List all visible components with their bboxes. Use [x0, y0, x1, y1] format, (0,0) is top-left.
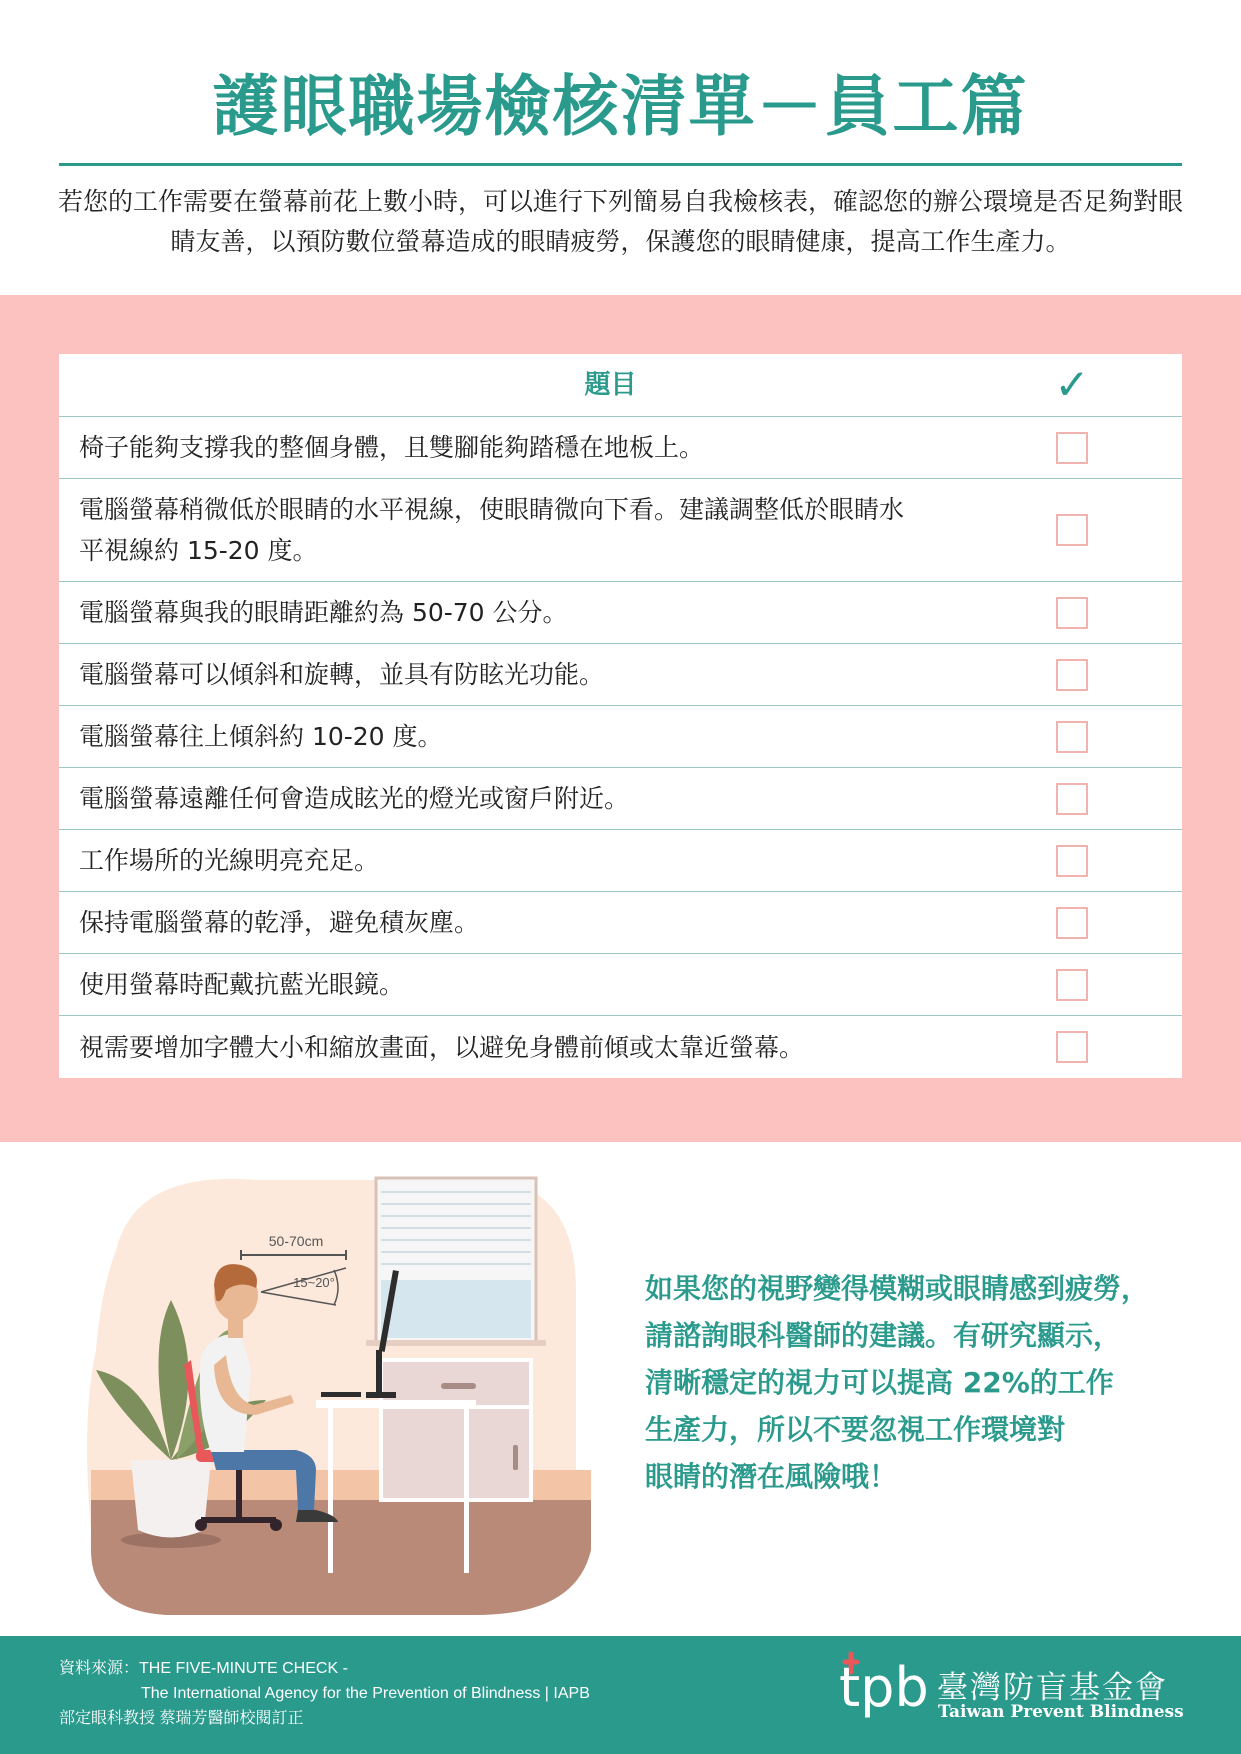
page-title: 護眼職場檢核清單－員工篇 — [212, 68, 1029, 145]
checklist-table — [59, 354, 1182, 1078]
checklist-item-text: 電腦螢幕往上傾斜約 10-20 度。 — [79, 722, 443, 751]
checklist-header-row — [59, 354, 1182, 417]
checklist-checkbox[interactable] — [1056, 845, 1088, 877]
checklist-row — [59, 892, 1182, 954]
checklist-checkbox[interactable] — [1056, 721, 1088, 753]
checklist-checkbox[interactable] — [1056, 1031, 1088, 1063]
checklist-item-text: 椅子能夠支撐我的整個身體，且雙腳能夠踏穩在地板上。 — [79, 433, 705, 462]
checklist-row — [59, 417, 1182, 479]
logo-english-name: Taiwan Prevent Blindness — [938, 1702, 1184, 1722]
advice-line: 請諮詢眼科醫師的建議。有研究顯示， — [645, 1319, 1122, 1352]
checklist-row — [59, 479, 1182, 582]
checklist-checkbox[interactable] — [1056, 514, 1088, 546]
title-divider — [59, 163, 1182, 166]
checklist-item-text: 電腦螢幕遠離任何會造成眩光的燈光或窗戶附近。 — [79, 784, 630, 813]
distance-label: 50-70cm — [268, 1233, 324, 1249]
footer — [0, 1636, 1241, 1754]
angle-label: 15~20° — [293, 1275, 335, 1290]
check-mark-icon: ✓ — [1054, 360, 1090, 409]
checklist-row — [59, 954, 1182, 1016]
checklist-item-text: 視需要增加字體大小和縮放畫面，以避免身體前傾或太靠近螢幕。 — [79, 1032, 805, 1062]
advice-line: 生產力，所以不要忽視工作環境對 — [645, 1413, 1066, 1446]
checklist-checkbox[interactable] — [1056, 659, 1088, 691]
source-citation — [59, 1656, 590, 1731]
checklist-checkbox[interactable] — [1056, 597, 1088, 629]
checklist-item-text: 電腦螢幕稍微低於眼睛的水平視線，使眼睛微向下看。建議調整低於眼睛水平視線約 15-20 度。 — [79, 495, 905, 565]
checklist-row — [59, 644, 1182, 706]
checklist-checkbox[interactable] — [1056, 969, 1088, 1001]
workstation-illustration — [76, 1170, 606, 1620]
checklist-item-text: 電腦螢幕與我的眼睛距離約為 50-70 公分。 — [79, 598, 568, 627]
checklist-item-text: 工作場所的光線明亮充足。 — [79, 846, 380, 875]
checklist-item-text: 保持電腦螢幕的乾淨，避免積灰塵。 — [79, 908, 480, 937]
checklist-row — [59, 830, 1182, 892]
advice-line: 清晰穩定的視力可以提高 22%的工作 — [645, 1366, 1114, 1399]
column-header-item: 題目 — [584, 369, 637, 400]
intro-paragraph: 若您的工作需要在螢幕前花上數小時，可以進行下列簡易自我檢核表，確認您的辦公環境是否足夠對眼睛友善，以預防數位螢幕造成的眼睛疲勞，保護您的眼睛健康，提高工作生產力。 — [57, 187, 1183, 256]
checklist-checkbox[interactable] — [1056, 907, 1088, 939]
source-line-1: 資料來源：THE FIVE-MINUTE CHECK - — [59, 1660, 348, 1677]
checklist-row — [59, 706, 1182, 768]
logo-chinese-name: 臺灣防盲基金會 — [937, 1670, 1168, 1706]
checklist-row — [59, 768, 1182, 830]
advice-text — [645, 1265, 1205, 1500]
source-line-2: The International Agency for the Prevention of Blindness | IAPB — [141, 1685, 590, 1702]
advice-line: 如果您的視野變得模糊或眼睛感到疲勞， — [645, 1272, 1150, 1305]
logo-mark-text: tpb — [839, 1656, 929, 1719]
checklist-item-text: 使用螢幕時配戴抗藍光眼鏡。 — [79, 970, 405, 999]
tpb-logo-mark-icon — [835, 1648, 935, 1728]
checklist-checkbox[interactable] — [1056, 783, 1088, 815]
advice-line: 眼睛的潛在風險哦！ — [645, 1460, 898, 1493]
checklist-row — [59, 1016, 1182, 1078]
checklist-row — [59, 582, 1182, 644]
tpb-logo — [835, 1648, 1185, 1728]
source-line-3: 部定眼科教授 蔡瑞芳醫師校閱訂正 — [59, 1710, 304, 1727]
checklist-item-text: 電腦螢幕可以傾斜和旋轉，並具有防眩光功能。 — [79, 660, 605, 689]
checklist-checkbox[interactable] — [1056, 432, 1088, 464]
